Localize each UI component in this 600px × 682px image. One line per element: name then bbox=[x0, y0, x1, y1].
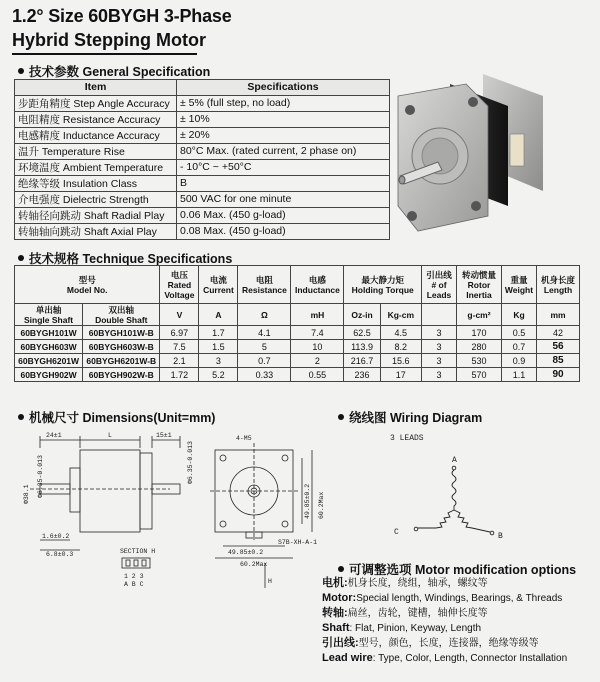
bullet-icon bbox=[18, 68, 24, 74]
wiring-diagram bbox=[380, 428, 530, 548]
technique-cell-mh: 7.4 bbox=[291, 326, 344, 340]
spec-value: ± 20% bbox=[177, 127, 390, 143]
technique-header-row bbox=[15, 266, 580, 304]
technique-cell-double: 60BYGH603W-B bbox=[83, 340, 160, 354]
technique-cell-leads: 3 bbox=[422, 326, 457, 340]
general-spec-row bbox=[15, 143, 390, 159]
spec-value: 500 VAC for one minute bbox=[177, 191, 390, 207]
modification-line bbox=[322, 621, 592, 636]
lead-c-label: C bbox=[394, 528, 399, 537]
modification-label: 转轴: bbox=[322, 607, 348, 619]
spec-item: 转轴径向跳动 Shaft Radial Play bbox=[15, 207, 177, 223]
modification-text: 机身长度，绕组，轴承，螺纹等 bbox=[347, 578, 488, 589]
technique-cell-a: 3 bbox=[199, 354, 238, 368]
leads-count-label: 3 LEADS bbox=[390, 434, 424, 443]
technique-cell-double: 60BYGH902W-B bbox=[83, 368, 160, 382]
dim-label-60-2-v: 60.2Max bbox=[318, 491, 325, 519]
technique-cell-v: 7.5 bbox=[160, 340, 199, 354]
technique-row bbox=[15, 368, 580, 382]
bullet-icon bbox=[18, 255, 24, 261]
technique-cell-double: 60BYGH6201W-B bbox=[83, 354, 160, 368]
spec-item: 环境温度 Ambient Temperature bbox=[15, 159, 177, 175]
modification-label: 电机: bbox=[322, 577, 348, 589]
technique-cell-weight: 0.5 bbox=[502, 326, 537, 340]
technique-cell-oz: 216.7 bbox=[344, 354, 380, 368]
technique-cell-inertia: 170 bbox=[457, 326, 502, 340]
unit-inertia: g-cm² bbox=[457, 304, 502, 326]
technique-cell-leads: 3 bbox=[422, 340, 457, 354]
technique-cell-mh: 0.55 bbox=[291, 368, 344, 382]
technique-cell-a: 5.2 bbox=[199, 368, 238, 382]
technique-cell-weight: 0.9 bbox=[502, 354, 537, 368]
spec-value: ± 5% (full step, no load) bbox=[177, 95, 390, 111]
technique-cell-leads: 3 bbox=[422, 368, 457, 382]
spec-value: 0.08 Max. (450 g-load) bbox=[177, 223, 390, 239]
inertia-header: 转动惯量 Rotor Inertia bbox=[457, 266, 502, 304]
modification-text: : Type, Color, Length, Connector Installation bbox=[372, 653, 568, 664]
length-header: 机身长度 Length bbox=[537, 266, 580, 304]
modification-label: Lead wire bbox=[322, 652, 373, 664]
technique-cell-inertia: 570 bbox=[457, 368, 502, 382]
unit-inductance: mH bbox=[291, 304, 344, 326]
coil-windings bbox=[414, 466, 494, 535]
general-spec-heading: 技术参数 General Specification bbox=[18, 62, 210, 80]
technique-cell-mh: 10 bbox=[291, 340, 344, 354]
technique-cell-leads: 3 bbox=[422, 354, 457, 368]
technique-cell-length: 90 bbox=[537, 368, 580, 382]
page-title-line2: Hybrid Stepping Motor bbox=[12, 30, 206, 50]
torque-header: 最大静力矩 Holding Torque bbox=[344, 266, 422, 304]
technique-cell-length: 56 bbox=[537, 340, 580, 354]
technique-cell-a: 1.5 bbox=[199, 340, 238, 354]
voltage-header: 电压 Rated Voltage bbox=[160, 266, 199, 304]
dim-label-49-85-v: 49.85±0.2 bbox=[304, 483, 311, 519]
spec-item: 绝缘等级 Insulation Class bbox=[15, 175, 177, 191]
inductance-header: 电感 Inductance bbox=[291, 266, 344, 304]
connector-label: S7B-XH-A-1 bbox=[278, 539, 318, 546]
technique-cell-kg: 15.6 bbox=[380, 354, 421, 368]
technique-row bbox=[15, 326, 580, 340]
spec-value: 80°C Max. (rated current, 2 phase on) bbox=[177, 143, 390, 159]
unit-leads bbox=[422, 304, 457, 326]
dim-label-L: L bbox=[108, 432, 112, 439]
technique-spec-table bbox=[14, 265, 580, 382]
modification-heading: 可调整选项 Motor modification options bbox=[338, 560, 576, 578]
dim-label-shaft-right: Φ6.35-0.013 bbox=[187, 441, 194, 484]
spec-item: 电感精度 Inductance Accuracy bbox=[15, 127, 177, 143]
technique-unit-row bbox=[15, 304, 580, 326]
dim-label-15: 15±1 bbox=[156, 432, 172, 439]
general-spec-row bbox=[15, 207, 390, 223]
technique-cell-weight: 0.7 bbox=[502, 340, 537, 354]
technique-cell-length: 85 bbox=[537, 354, 580, 368]
modification-text: : Flat, Pinion, Keyway, Length bbox=[349, 623, 482, 634]
technique-cell-oz: 236 bbox=[344, 368, 380, 382]
motor-photo bbox=[378, 66, 568, 236]
dim-label-38: Φ38.1 bbox=[23, 484, 30, 504]
general-spec-header-row bbox=[15, 80, 390, 96]
leads-header: 引出线 # of Leads bbox=[422, 266, 457, 304]
weight-header: 重量 Weight bbox=[502, 266, 537, 304]
technique-row bbox=[15, 340, 580, 354]
dim-label-6-8: 6.8±0.3 bbox=[46, 551, 74, 558]
double-shaft-header: 双出轴 Double Shaft bbox=[83, 304, 160, 326]
spec-item: 转轴轴向跳动 Shaft Axial Play bbox=[15, 223, 177, 239]
general-spec-row bbox=[15, 175, 390, 191]
unit-voltage: V bbox=[160, 304, 199, 326]
title-underline bbox=[12, 53, 197, 55]
technique-spec-heading: 技术规格 Technique Specifications bbox=[18, 249, 232, 267]
technique-cell-v: 6.97 bbox=[160, 326, 199, 340]
technique-cell-v: 1.72 bbox=[160, 368, 199, 382]
technique-cell-kg: 8.2 bbox=[380, 340, 421, 354]
modification-label: 引出线: bbox=[322, 637, 359, 649]
technique-row bbox=[15, 354, 580, 368]
technique-cell-inertia: 530 bbox=[457, 354, 502, 368]
modification-text: 型号，颜色，长度，连接器，绝缘等级等 bbox=[358, 638, 539, 649]
bullet-icon bbox=[338, 566, 344, 572]
dim-label-24: 24±1 bbox=[46, 432, 62, 439]
modification-label: Motor: bbox=[322, 592, 357, 604]
technique-cell-single: 60BYGH603W bbox=[15, 340, 83, 354]
technique-cell-inertia: 280 bbox=[457, 340, 502, 354]
technique-cell-double: 60BYGH101W-B bbox=[83, 326, 160, 340]
general-spec-row bbox=[15, 191, 390, 207]
h-mark: H bbox=[268, 578, 272, 585]
spec-item: 步距角精度 Step Angle Accuracy bbox=[15, 95, 177, 111]
technique-cell-single: 60BYGH6201W bbox=[15, 354, 83, 368]
pin-numbers: 1 2 3 bbox=[124, 573, 144, 580]
general-spec-row bbox=[15, 223, 390, 239]
technique-cell-single: 60BYGH902W bbox=[15, 368, 83, 382]
unit-current: A bbox=[199, 304, 238, 326]
pin-letters: A B C bbox=[124, 581, 144, 588]
dim-label-1-6: 1.6±0.2 bbox=[42, 533, 70, 540]
technique-cell-v: 2.1 bbox=[160, 354, 199, 368]
modification-line bbox=[322, 576, 592, 591]
technique-cell-a: 1.7 bbox=[199, 326, 238, 340]
unit-weight: Kg bbox=[502, 304, 537, 326]
general-spec-row bbox=[15, 159, 390, 175]
general-spec-row bbox=[15, 127, 390, 143]
technique-cell-kg: 4.5 bbox=[380, 326, 421, 340]
unit-torque-kgcm: Kg-cm bbox=[380, 304, 421, 326]
unit-resistance: Ω bbox=[238, 304, 291, 326]
spec-item: 温升 Temperature Rise bbox=[15, 143, 177, 159]
modification-line bbox=[322, 636, 592, 651]
lead-b-label: B bbox=[498, 532, 503, 541]
technique-cell-mh: 2 bbox=[291, 354, 344, 368]
col-spec-header: Specifications bbox=[177, 80, 390, 96]
modification-text: 扁丝，齿轮，键槽，轴伸长度等 bbox=[347, 608, 488, 619]
modification-list bbox=[322, 576, 592, 666]
dim-label-49-85-h: 49.85±0.2 bbox=[228, 549, 264, 556]
modification-line bbox=[322, 651, 592, 666]
technique-cell-r: 5 bbox=[238, 340, 291, 354]
bullet-icon bbox=[338, 414, 344, 420]
technique-cell-kg: 17 bbox=[380, 368, 421, 382]
dim-label-4m5: 4-M5 bbox=[236, 435, 252, 442]
spec-value: ± 10% bbox=[177, 111, 390, 127]
resistance-header: 电阻 Resistance bbox=[238, 266, 291, 304]
bullet-icon bbox=[18, 414, 24, 420]
technique-cell-oz: 62.5 bbox=[344, 326, 380, 340]
spec-value: B bbox=[177, 175, 390, 191]
dim-label-shaft-left: Φ6.35-0.013 bbox=[37, 455, 44, 498]
modification-label: Shaft bbox=[322, 622, 350, 634]
general-spec-table bbox=[14, 79, 390, 240]
col-item-header: Item bbox=[15, 80, 177, 96]
dimensions-heading: 机械尺寸 Dimensions(Unit=mm) bbox=[18, 408, 215, 426]
dimensions-drawing bbox=[10, 428, 330, 588]
technique-cell-r: 4.1 bbox=[238, 326, 291, 340]
technique-cell-single: 60BYGH101W bbox=[15, 326, 83, 340]
dim-label-60-2-h: 60.2Max bbox=[240, 561, 268, 568]
spec-value: 0.06 Max. (450 g-load) bbox=[177, 207, 390, 223]
model-header: 型号 Model No. bbox=[15, 266, 160, 304]
single-shaft-header: 单出轴 Single Shaft bbox=[15, 304, 83, 326]
current-header: 电流 Current bbox=[199, 266, 238, 304]
technique-cell-r: 0.7 bbox=[238, 354, 291, 368]
page-title-line1: 1.2° Size 60BYGH 3-Phase bbox=[12, 6, 232, 26]
wiring-heading: 绕线图 Wiring Diagram bbox=[338, 408, 482, 426]
technique-cell-r: 0.33 bbox=[238, 368, 291, 382]
spec-value: - 10°C ~ +50°C bbox=[177, 159, 390, 175]
general-spec-row bbox=[15, 95, 390, 111]
technique-cell-weight: 1.1 bbox=[502, 368, 537, 382]
lead-a-label: A bbox=[452, 456, 457, 465]
general-spec-row bbox=[15, 111, 390, 127]
modification-line bbox=[322, 591, 592, 606]
spec-item: 电阻精度 Resistance Accuracy bbox=[15, 111, 177, 127]
technique-cell-oz: 113.9 bbox=[344, 340, 380, 354]
modification-line bbox=[322, 606, 592, 621]
spec-item: 介电强度 Dielectric Strength bbox=[15, 191, 177, 207]
technique-cell-length: 42 bbox=[537, 326, 580, 340]
unit-torque-ozin: Oz-in bbox=[344, 304, 380, 326]
modification-text: Special length, Windings, Bearings, & Threads bbox=[356, 593, 563, 604]
unit-length: mm bbox=[537, 304, 580, 326]
section-label: SECTION H bbox=[120, 548, 156, 555]
